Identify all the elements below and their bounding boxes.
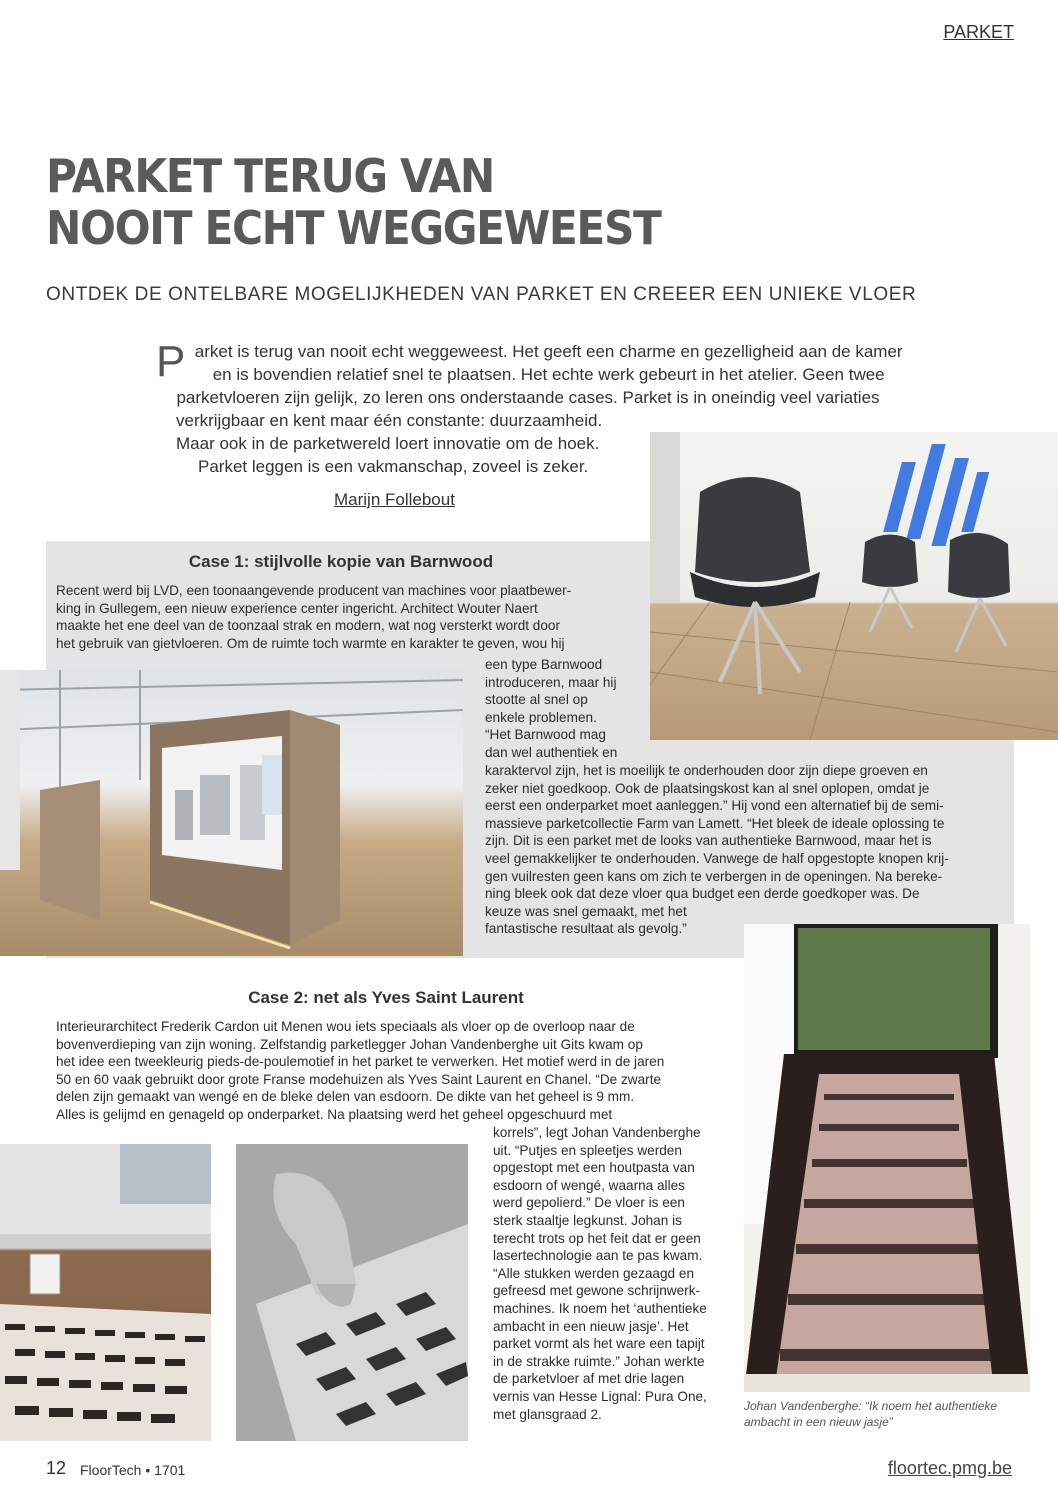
- text-line: massieve parketcollectie Farm van Lamett. “Het bleek de ideale oplossing te: [485, 815, 945, 831]
- text-line: sterk staaltje legkunst. Johan is: [493, 1212, 682, 1228]
- case1-body-wide: [485, 762, 1005, 938]
- text-line: zeker niet goedkoop. Ook de plaatsingskost kan al snel oplopen, omdat je: [485, 780, 930, 796]
- text-line: Interieurarchitect Frederik Cardon uit Menen wou iets speciaals als vloer op de overloop naar de: [56, 1019, 635, 1034]
- text-line: de parketvloer af met drie lagen: [493, 1371, 685, 1387]
- intro-line: parketvloeren zijn gelijk, zo leren ons onderstaande cases. Parket is in oneindig veel variaties: [176, 388, 880, 407]
- floor-laying-photo: [0, 1144, 211, 1441]
- text-line: Recent werd bij LVD, een toonaangevende producent van machines voor plaatbewer-: [56, 583, 572, 598]
- text-line: met glansgraad 2.: [493, 1406, 602, 1422]
- text-line: ambacht in een nieuw jasje’. Het: [493, 1318, 689, 1334]
- text-line: bovenverdieping van zijn woning. Zelfstandig parketlegger Johan Vandenberghe uit Gits kwam op: [56, 1036, 643, 1052]
- title-line-1: PARKET TERUG VAN: [46, 149, 494, 203]
- text-line: terecht trots op het feit dat er geen: [493, 1230, 701, 1246]
- hallway-photo: [744, 924, 1030, 1392]
- text-line: het idee een tweekleurig pieds-de-poulemotief in het parket te verwerken. Het motief werd in de jaren: [56, 1054, 665, 1070]
- text-line: keuze was snel gemaakt, met het: [485, 903, 687, 919]
- intro-line: Parket leggen is een vakmanschap, zoveel is zeker.: [198, 457, 589, 476]
- text-line: ning bleek ook dat deze vloer qua budget een derde goedkoper was. De: [485, 886, 920, 902]
- article-title: [46, 150, 874, 254]
- section-label: PARKET: [943, 22, 1014, 42]
- intro-line: Maar ook in de parketwereld loert innovatie om de hoek.: [176, 434, 600, 453]
- showroom-illustration: [0, 670, 463, 956]
- text-line: 50 en 60 vaak gebruikt door grote Franse modehuizen als Yves Saint Laurent en Chanel. “De zwarte: [56, 1071, 662, 1087]
- intro-line: verkrijgbaar en kent maar één constante: duurzaamheid.: [176, 411, 603, 430]
- chairs-illustration: [650, 432, 1058, 740]
- text-line: fantastische resultaat als gevolg.”: [485, 921, 687, 937]
- text-line: opgestopt met een houtpasta van: [493, 1160, 695, 1176]
- title-line-2: NOOIT ECHT WEGGEWEEST: [46, 201, 661, 255]
- text-line: enkele problemen.: [485, 709, 597, 725]
- text-line: Alles is gelijmd en genageld op onderparket. Na plaatsing werd het geheel opgeschuurd met: [56, 1106, 613, 1122]
- text-line: esdoorn of wengé, waarna alles: [493, 1177, 685, 1193]
- text-line: zijn. Dit is een parket met de looks van authentieke Barnwood, maar het is: [485, 833, 932, 849]
- text-line: uit. “Putjes en spleetjes werden: [493, 1142, 682, 1158]
- drop-cap: P: [156, 337, 186, 386]
- chairs-photo: [650, 432, 1058, 740]
- author-link[interactable]: Marijn Follebout: [334, 490, 455, 509]
- text-line: lasertechnologie aan te pas kwam.: [493, 1248, 703, 1264]
- text-line: gefreesd met gewone schrijnwerk-: [493, 1283, 701, 1299]
- text-line: veel gemakkelijker te onderhouden. Vanwege de half opgestopte knopen krij-: [485, 850, 949, 866]
- text-line: machines. Ik noem het ‘authentieke: [493, 1300, 707, 1316]
- text-line: maakte het ene deel van de toonzaal strak en modern, wat nog versterkt wordt door: [56, 618, 561, 634]
- text-line: karaktervol zijn, het is moeilijk te onderhouden door zijn diepe groeven en: [485, 763, 928, 778]
- showroom-photo: [0, 670, 463, 956]
- case2-title: Case 2: net als Yves Saint Laurent: [248, 988, 524, 1007]
- text-line: parket vormt als het ware een tapijt: [493, 1336, 705, 1352]
- intro-line: en is bovendien relatief snel te plaatsen. Het echte werk gebeurt in het atelier. Geen twee: [212, 365, 885, 384]
- website-link[interactable]: floortec.pmg.be: [887, 1458, 1012, 1478]
- text-line: werd gepolierd.” De vloer is een: [493, 1195, 685, 1211]
- case1-body-narrow: [485, 656, 650, 762]
- intro-line: arket is terug van nooit echt weggeweest. Het geeft een charme en gezelligheid aan de kamer: [194, 342, 903, 361]
- case1-body-top: [56, 582, 646, 652]
- text-line: het gebruik van gietvloeren. Om de ruimte toch warmte en karakter te geven, wou hij: [56, 635, 565, 651]
- case1-title: Case 1: stijlvolle kopie van Barnwood: [188, 552, 494, 571]
- case2-body-top: [56, 1018, 742, 1124]
- text-line: king in Gullegem, een nieuw experience center ingericht. Architect Wouter Naert: [56, 600, 538, 616]
- text-line: korrels”, legt Johan Vandenberghe: [493, 1125, 701, 1140]
- text-line: gen vuilresten geen kans om zich te verbergen in de openingen. Na bereke-: [485, 868, 943, 884]
- hand-tiles-illustration: [236, 1144, 468, 1441]
- magazine-issue: FloorTech • 1701: [80, 1462, 186, 1478]
- article-subtitle: ONTDEK DE ONTELBARE MOGELIJKHEDEN VAN PARKET EN CREEER EEN UNIEKE VLOER: [46, 284, 917, 305]
- hallway-illustration: [744, 924, 1030, 1392]
- text-line: dan wel authentiek en: [485, 744, 618, 760]
- text-line: eerst een onderparket moet aanleggen.” Hij vond een alternatief bij de semi-: [485, 798, 944, 814]
- text-line: in de strakke ruimte.” Johan werkte: [493, 1353, 705, 1369]
- text-line: introduceren, maar hij: [485, 674, 617, 690]
- text-line: “Alle stukken werden gezaagd en: [493, 1265, 695, 1281]
- text-line: “Het Barnwood mag: [485, 727, 606, 743]
- floor-laying-illustration: [0, 1144, 211, 1441]
- text-line: stootte al snel op: [485, 692, 588, 708]
- page-number: 12: [46, 1458, 67, 1478]
- text-line: een type Barnwood: [485, 657, 603, 672]
- hand-tiles-photo: [236, 1144, 468, 1441]
- text-line: delen zijn gemaakt van wengé en de bleke delen van esdoorn. De dikte van het geheel is 9 mm.: [56, 1089, 635, 1105]
- text-line: vernis van Hesse Lignal: Pura One,: [493, 1388, 707, 1404]
- case2-body-narrow: [493, 1124, 738, 1423]
- photo-caption: Johan Vandenberghe: “Ik noem het authentieke ambacht in een nieuw jasje”: [744, 1399, 998, 1429]
